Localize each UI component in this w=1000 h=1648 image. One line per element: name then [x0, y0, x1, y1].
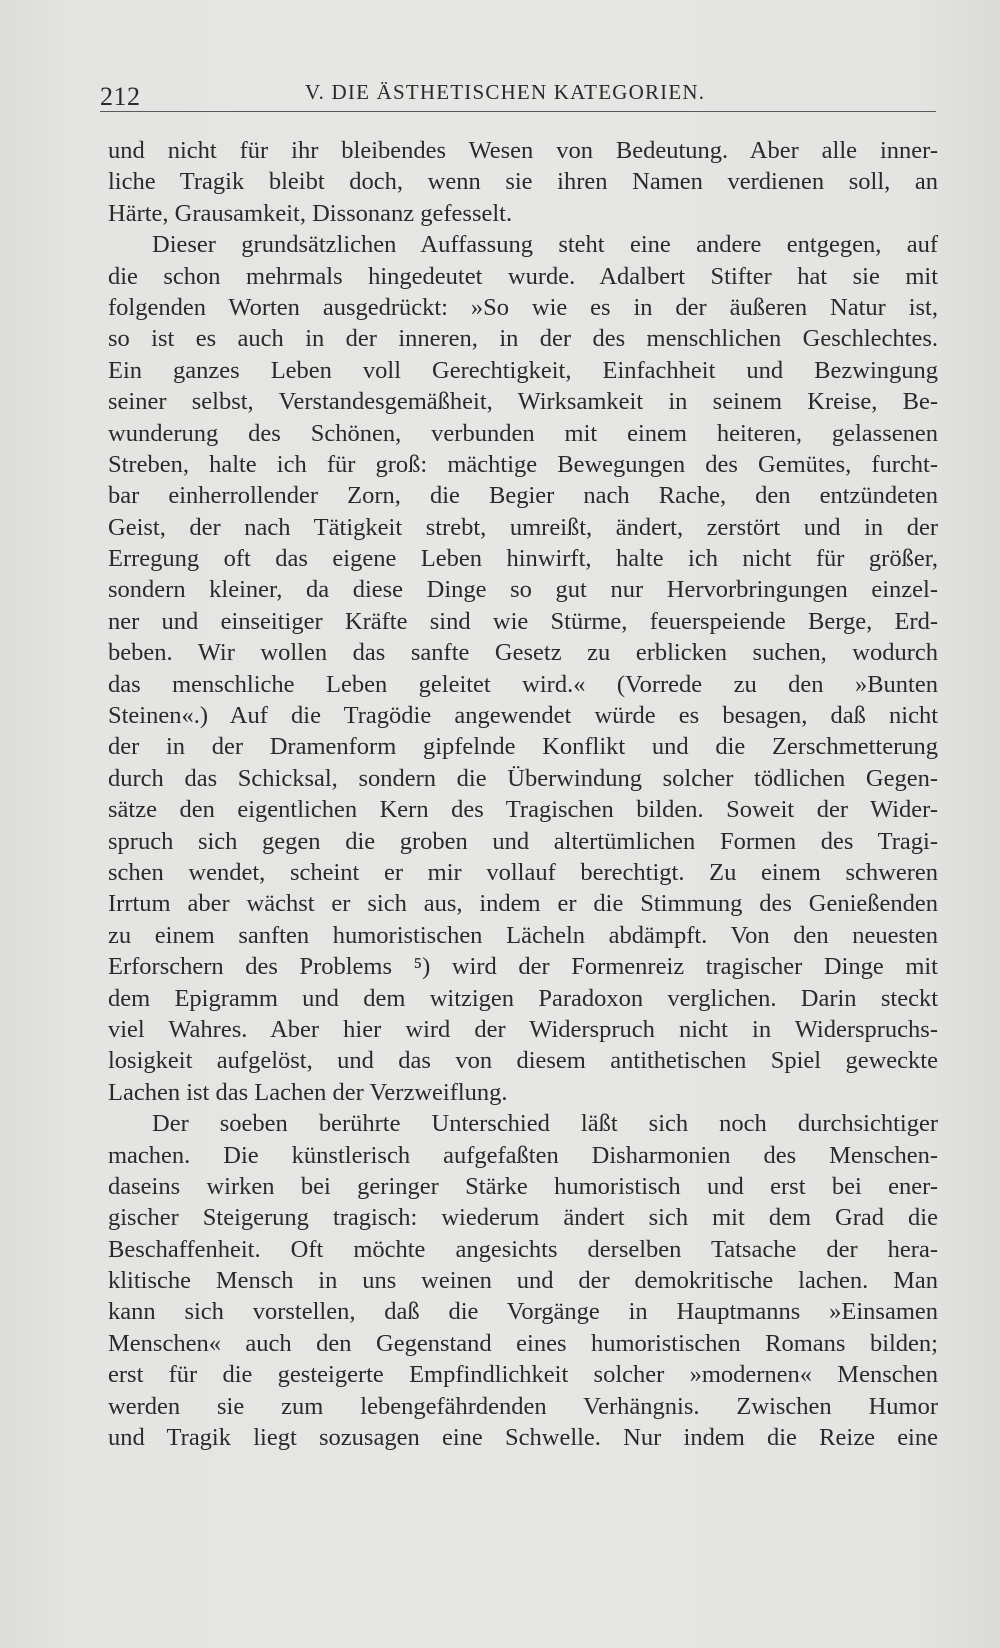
text-line: Der soeben berührte Unterschied läßt sich noch durchsichtiger — [152, 1110, 938, 1138]
text-line: ner und einseitiger Kräfte sind wie Stürme, feuerspeiende Berge, Erd- — [108, 607, 938, 635]
text-line: Lachen ist das Lachen der Verzweiflung. — [108, 1078, 508, 1106]
text-line: losigkeit aufgelöst, und das von diesem antithetischen Spiel geweckte — [108, 1047, 938, 1075]
running-head — [100, 76, 936, 112]
text-line: werden sie zum lebengefährdenden Verhängnis. Zwischen Humor — [108, 1392, 938, 1420]
text-line: Härte, Grausamkeit, Dissonanz gefesselt. — [108, 199, 513, 227]
text-line: das menschliche Leben geleitet wird.« (Vorrede zu den »Bunten — [108, 670, 938, 698]
text-line: Beschaffenheit. Oft möchte angesichts derselben Tatsache der hera- — [108, 1235, 938, 1263]
header-rule — [100, 111, 936, 112]
text-line: Dieser grundsätzlichen Auffassung steht eine andere entgegen, auf — [152, 231, 938, 259]
text-line: sätze den eigentlichen Kern des Tragischen bilden. Soweit der Wider- — [108, 796, 938, 824]
text-line: folgenden Worten ausgedrückt: »So wie es in der äußeren Natur ist, — [108, 293, 938, 321]
text-line: Irrtum aber wächst er sich aus, indem er die Stimmung des Genießenden — [108, 890, 938, 918]
text-line: und nicht für ihr bleibendes Wesen von Bedeutung. Aber alle inner- — [108, 137, 938, 164]
text-line: wunderung des Schönen, verbunden mit einem heiteren, gelassenen — [108, 419, 938, 447]
text-line: Menschen« auch den Gegenstand eines humoristischen Romans bilden; — [108, 1329, 938, 1357]
text-line: gischer Steigerung tragisch: wiederum ändert sich mit dem Grad die — [108, 1204, 938, 1232]
text-line: kann sich vorstellen, daß die Vorgänge in Hauptmanns »Einsamen — [108, 1298, 938, 1326]
text-line: Geist, der nach Tätigkeit strebt, umreißt, ändert, zerstört und in der — [108, 513, 938, 541]
text-line: bar einherrollender Zorn, die Begier nach Rache, den entzündeten — [108, 482, 938, 510]
text-line: spruch sich gegen die groben und altertümlichen Formen des Tragi- — [108, 827, 938, 855]
text-line: daseins wirken bei geringer Stärke humoristisch und erst bei ener- — [108, 1172, 938, 1200]
text-line: Erforschern des Problems ⁵) wird der Formenreiz tragischer Dinge mit — [108, 953, 938, 981]
page-number: 212 — [100, 82, 141, 111]
body-text — [108, 135, 938, 1453]
text-line: dem Epigramm und dem witzigen Paradoxon verglichen. Darin steckt — [108, 984, 938, 1012]
text-line: liche Tragik bleibt doch, wenn sie ihren Namen verdienen soll, an — [108, 168, 938, 196]
text-line: erst für die gesteigerte Empfindlichkeit solcher »modernen« Menschen — [108, 1361, 938, 1389]
text-line: machen. Die künstlerisch aufgefaßten Disharmonien des Menschen- — [108, 1141, 938, 1169]
text-line: beben. Wir wollen das sanfte Gesetz zu erblicken suchen, wodurch — [108, 639, 938, 667]
text-line: so ist es auch in der inneren, in der des menschlichen Geschlechtes. — [108, 325, 938, 353]
text-line: sondern kleiner, da diese Dinge so gut nur Hervorbringungen einzel- — [108, 576, 938, 604]
text-line: Erregung oft das eigene Leben hinwirft, halte ich nicht für größer, — [108, 545, 938, 573]
text-line: durch das Schicksal, sondern die Überwindung solcher tödlichen Gegen- — [108, 764, 938, 792]
text-line: Ein ganzes Leben voll Gerechtigkeit, Einfachheit und Bezwingung — [108, 356, 938, 384]
chapter-title: V. DIE ÄSTHETISCHEN KATEGORIEN. — [305, 80, 706, 104]
text-line: viel Wahres. Aber hier wird der Widerspruch nicht in Widerspruchs- — [108, 1015, 938, 1043]
text-line: Streben, halte ich für groß: mächtige Bewegungen des Gemütes, furcht- — [108, 450, 938, 478]
text-line: klitische Mensch in uns weinen und der demokritische lachen. Man — [108, 1267, 938, 1295]
text-line: seiner selbst, Verstandesgemäßheit, Wirksamkeit in seinem Kreise, Be- — [108, 388, 938, 416]
text-line: der in der Dramenform gipfelnde Konflikt und die Zerschmetterung — [108, 733, 938, 761]
text-line: die schon mehrmals hingedeutet wurde. Adalbert Stifter hat sie mit — [108, 262, 938, 290]
text-line: und Tragik liegt sozusagen eine Schwelle. Nur indem die Reize eine — [108, 1424, 938, 1452]
text-line: Steinen«.) Auf die Tragödie angewendet würde es besagen, daß nicht — [108, 702, 938, 730]
text-line: schen wendet, scheint er mir vollauf berechtigt. Zu einem schweren — [108, 858, 938, 886]
text-line: zu einem sanften humoristischen Lächeln abdämpft. Von den neuesten — [108, 921, 938, 949]
